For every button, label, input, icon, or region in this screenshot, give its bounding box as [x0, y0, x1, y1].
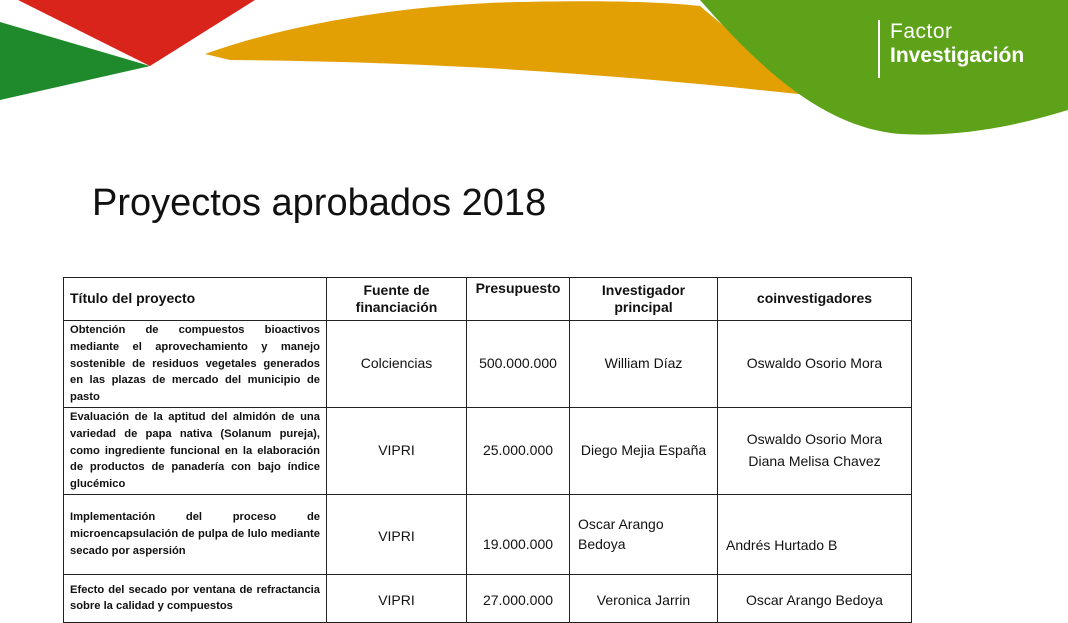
header-budget: Presupuesto — [467, 278, 570, 321]
coinvestigators — [718, 494, 912, 574]
coinvestigator: Oscar Arango Bedoya — [746, 592, 883, 609]
brand-logo-line2: Investigación — [890, 44, 1025, 68]
header-coinvestigators: coinvestigadores — [718, 278, 912, 321]
principal-investigator: Veronica Jarrin — [570, 574, 718, 622]
principal-investigator: William Díaz — [570, 321, 718, 408]
project-title: Efecto del secado por ventana de refractancia sobre la calidad y compuestos — [64, 574, 327, 622]
coinvestigators — [718, 574, 912, 622]
budget: 27.000.000 — [467, 574, 570, 622]
brand-logo-line1: Factor — [890, 20, 953, 43]
table-row — [64, 407, 912, 494]
table-row — [64, 321, 912, 408]
budget: 500.000.000 — [467, 321, 570, 408]
funding-source: VIPRI — [327, 574, 467, 622]
table-header-row — [64, 278, 912, 321]
project-title: Implementación del proceso de microencapsulación de pulpa de lulo mediante secado por aspersión — [64, 494, 327, 574]
page-title: Proyectos aprobados 2018 — [92, 182, 547, 224]
project-title: Obtención de compuestos bioactivos mediante el aprovechamiento y manejo sostenible de residuos vegetales generados en las plazas de mercado del municipio de pasto — [64, 321, 327, 408]
project-title: Evaluación de la aptitud del almidón de una variedad de papa nativa (Solanum pureja), como ingrediente funcional en la elaboración de productos de panadería con bajo índice glucémico — [64, 407, 327, 494]
budget: 19.000.000 — [467, 494, 570, 574]
header-funding: Fuente de financiación — [327, 278, 467, 321]
coinvestigator: Diana Melisa Chavez — [748, 452, 881, 469]
funding-source: VIPRI — [327, 407, 467, 494]
brand-logo — [878, 20, 1024, 78]
projects-table — [63, 277, 912, 623]
header-title: Título del proyecto — [64, 278, 327, 321]
funding-source: Colciencias — [327, 321, 467, 408]
principal-investigator: Oscar Arango Bedoya — [570, 494, 718, 574]
table-row — [64, 574, 912, 622]
funding-source: VIPRI — [327, 494, 467, 574]
coinvestigator: Andrés Hurtado B — [726, 536, 838, 553]
principal-investigator: Diego Mejia España — [570, 407, 718, 494]
table-row — [64, 494, 912, 574]
coinvestigators — [718, 321, 912, 408]
coinvestigator: Oswaldo Osorio Mora — [746, 355, 883, 372]
coinvestigators — [718, 407, 912, 494]
budget: 25.000.000 — [467, 407, 570, 494]
coinvestigator: Oswaldo Osorio Mora — [746, 431, 883, 448]
header-pi: Investigador principal — [570, 278, 718, 321]
